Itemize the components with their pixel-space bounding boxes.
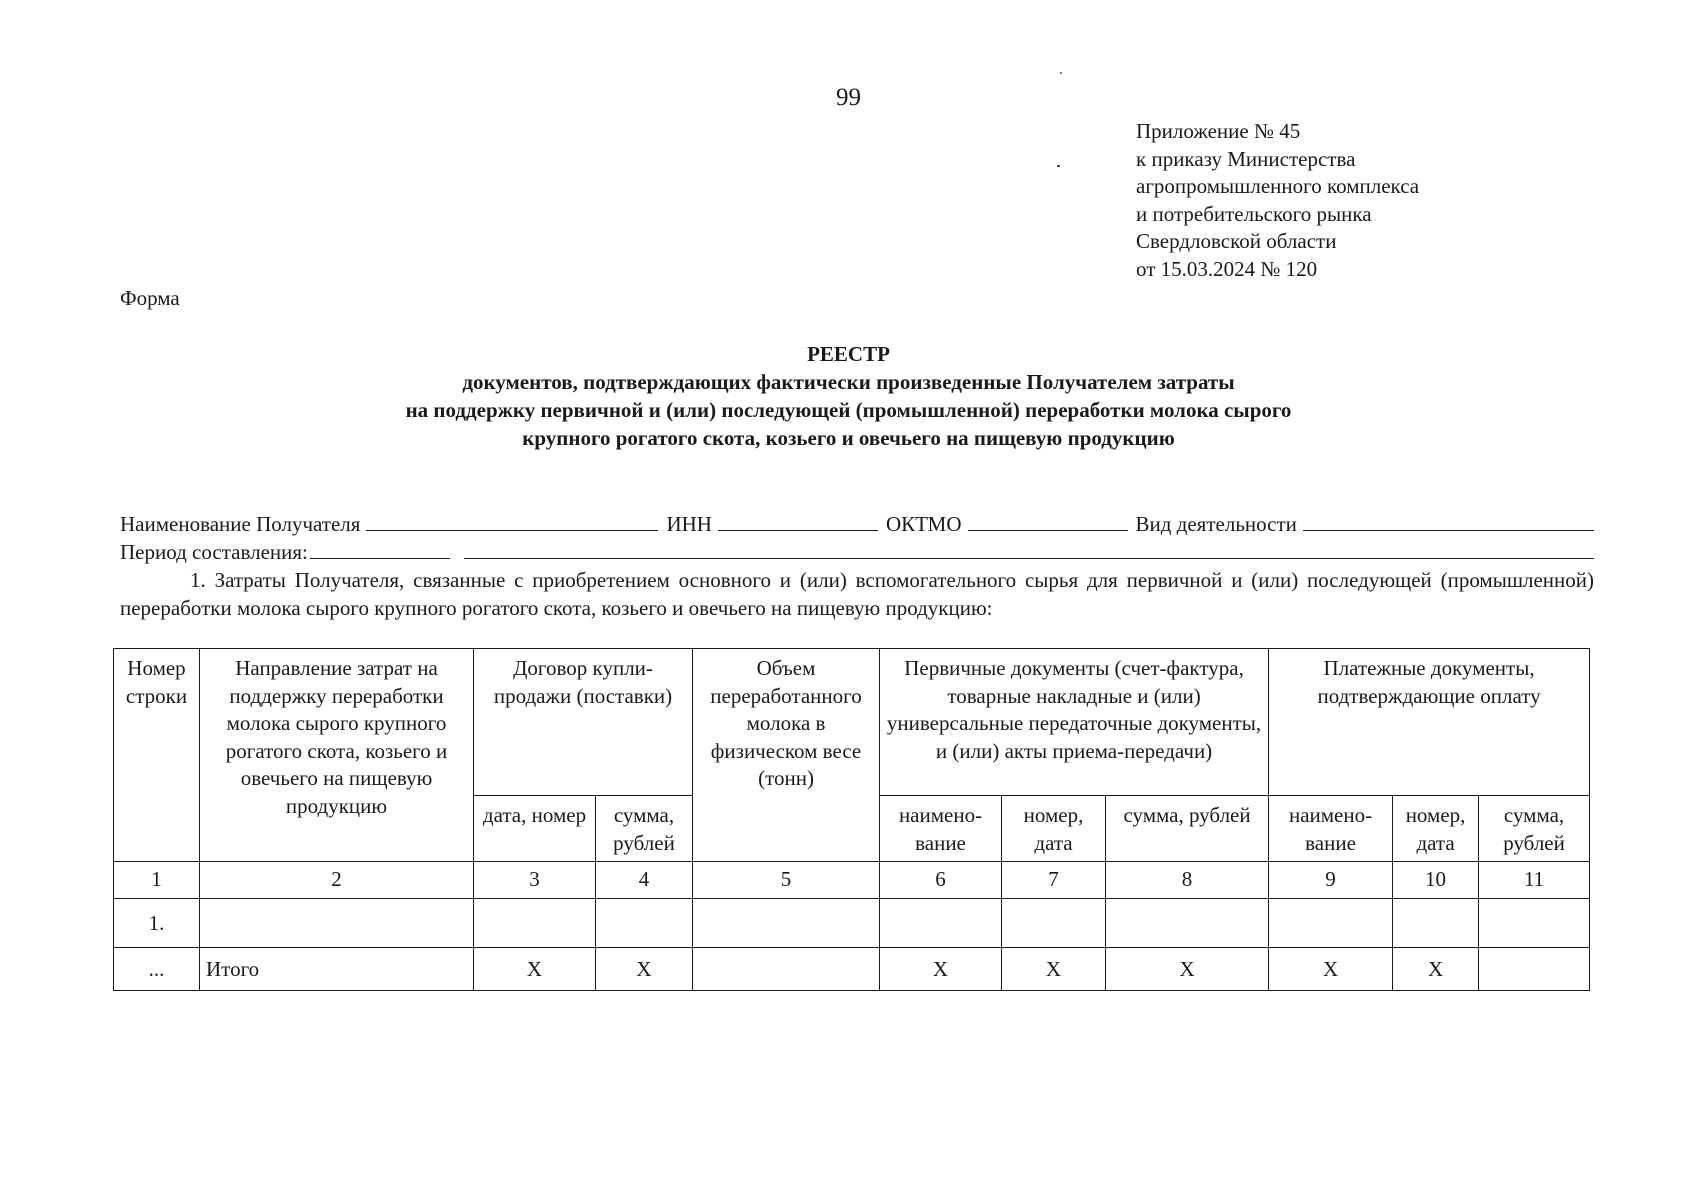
total-cell-x: X — [1106, 948, 1269, 991]
table-cell[interactable] — [474, 899, 596, 948]
column-number: 3 — [474, 862, 596, 899]
table-cell[interactable] — [1106, 899, 1269, 948]
header-payment-sum: сумма, рублей — [1479, 796, 1590, 862]
document-title — [0, 340, 1697, 452]
header-contract-sum: сумма, рублей — [596, 796, 693, 862]
total-cell-x: X — [1393, 948, 1479, 991]
total-label: Итого — [200, 948, 474, 991]
table-cell[interactable] — [1393, 899, 1479, 948]
form-label: Форма — [120, 286, 180, 310]
total-row — [114, 948, 1590, 991]
appendix-line: от 15.03.2024 № 120 — [1136, 256, 1318, 281]
column-number: 2 — [200, 862, 474, 899]
column-number: 11 — [1479, 862, 1590, 899]
appendix-line: к приказу Министерства — [1136, 146, 1356, 171]
costs-paragraph: 1. Затраты Получателя, связанные с приобретением основного и (или) вспомогательного сырья для первичной и (или) последующей (промышленной) переработки молока сырого крупного рогатого скота, козьего и овечьего на пищевую продукцию: — [120, 568, 1594, 620]
total-cell-x: X — [880, 948, 1002, 991]
column-number: 9 — [1269, 862, 1393, 899]
appendix-block — [1136, 118, 1419, 283]
total-payment-sum-cell[interactable] — [1479, 948, 1590, 991]
column-number: 7 — [1002, 862, 1106, 899]
period-line — [120, 538, 1594, 566]
scan-speck — [1057, 165, 1060, 167]
appendix-line: агропромышленного комплекса — [1136, 174, 1420, 198]
header-payment-name: наимено-вание — [1269, 796, 1393, 862]
table-cell[interactable] — [1002, 899, 1106, 948]
header-primary-name: наимено-вание — [880, 796, 1002, 862]
total-volume-cell[interactable] — [693, 948, 880, 991]
title-line: крупного рогатого скота, козьего и овечьего на пищевую продукцию — [522, 426, 1175, 450]
registry-table — [113, 648, 1590, 991]
total-cell-x: X — [596, 948, 693, 991]
title-line: на поддержку первичной и (или) последующей (промышленной) переработки молока сырого — [405, 398, 1292, 422]
scan-speck — [1060, 72, 1062, 74]
period-label: Период составления: — [120, 540, 308, 564]
header-volume: Объем переработанного молока в физическом весе (тонн) — [693, 649, 880, 862]
header-direction: Направление затрат на поддержку переработки молока сырого крупного рогатого скота, козьего и овечьего на пищевую продукцию — [200, 649, 474, 862]
header-primary-number: номер, дата — [1002, 796, 1106, 862]
column-number: 5 — [693, 862, 880, 899]
title-heading: РЕЕСТР — [807, 342, 890, 366]
table-cell[interactable] — [200, 899, 474, 948]
header-payment-docs: Платежные документы, подтверждающие оплату — [1269, 649, 1590, 796]
total-cell-x: X — [1002, 948, 1106, 991]
appendix-line: и потребительского рынка — [1136, 201, 1372, 226]
header-contract: Договор купли-продажи (поставки) — [474, 649, 693, 796]
header-payment-number: номер, дата — [1393, 796, 1479, 862]
oktmo-blank[interactable] — [968, 510, 1128, 531]
total-row-number: ... — [114, 948, 200, 991]
recipient-label: Наименование Получателя — [120, 512, 361, 536]
inn-label: ИНН — [666, 512, 712, 536]
oktmo-label: ОКТМО — [885, 512, 962, 536]
table-cell[interactable] — [880, 899, 1002, 948]
appendix-line: Приложение № 45 — [1136, 119, 1301, 143]
table-cell[interactable] — [1269, 899, 1393, 948]
title-line: документов, подтверждающих фактически произведенные Получателем затраты — [462, 370, 1235, 394]
column-number-row — [114, 862, 1590, 899]
recipient-line — [120, 510, 1594, 538]
form-fields — [120, 510, 1594, 622]
table-cell[interactable] — [1479, 899, 1590, 948]
header-contract-date: дата, номер — [474, 796, 596, 862]
total-cell-x: X — [1269, 948, 1393, 991]
total-cell-x: X — [474, 948, 596, 991]
column-number: 1 — [114, 862, 200, 899]
column-number: 6 — [880, 862, 1002, 899]
recipient-blank[interactable] — [366, 510, 658, 531]
header-primary-sum: сумма, рублей — [1106, 796, 1269, 862]
column-number: 10 — [1393, 862, 1479, 899]
appendix-line: Свердловской области — [1136, 229, 1337, 253]
activity-blank[interactable] — [1303, 510, 1594, 531]
activity-label: Вид деятельности — [1135, 512, 1297, 536]
header-primary-docs: Первичные документы (счет-фактура, товарные накладные и (или) универсальные передаточные документы, и (или) акты приема-передачи) — [880, 649, 1269, 796]
header-row-number: Номер строки — [114, 649, 200, 862]
table-cell[interactable] — [596, 899, 693, 948]
column-number: 4 — [596, 862, 693, 899]
page-number: 99 — [836, 84, 861, 111]
table-cell[interactable] — [693, 899, 880, 948]
period-blank[interactable] — [310, 538, 450, 559]
column-number: 8 — [1106, 862, 1269, 899]
inn-blank[interactable] — [718, 510, 878, 531]
row-number-cell: 1. — [114, 899, 200, 948]
header-row-top — [114, 649, 1590, 796]
table-row — [114, 899, 1590, 948]
period-blank-extended[interactable] — [464, 538, 1594, 559]
